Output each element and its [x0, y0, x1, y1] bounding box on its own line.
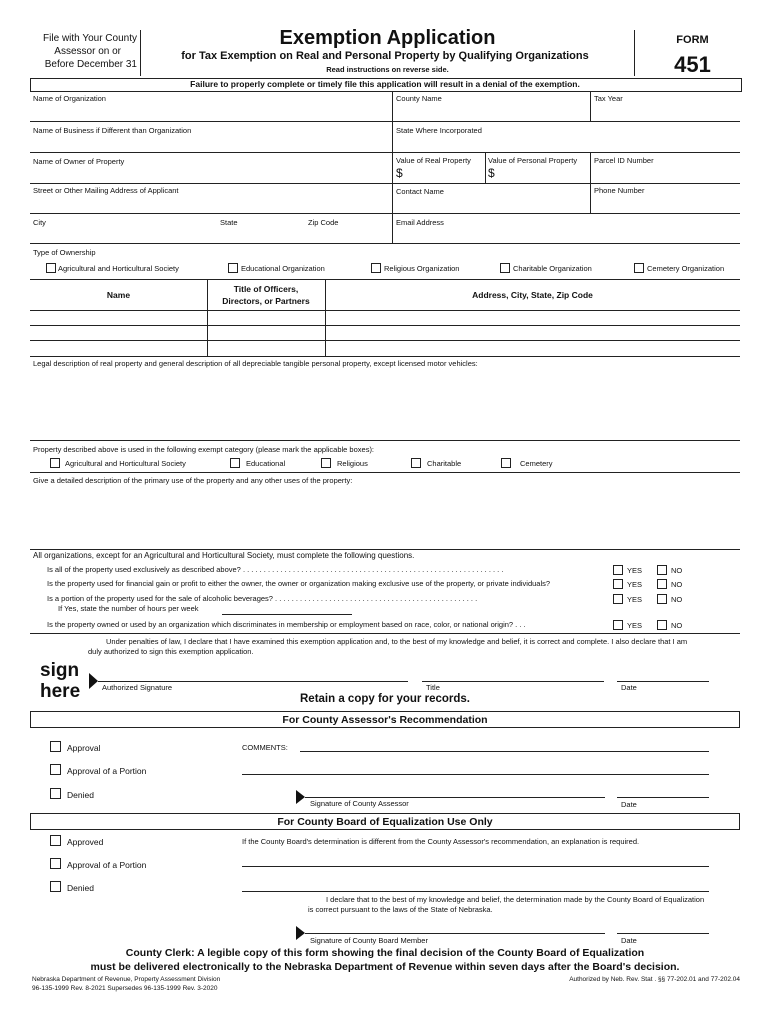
state-label: State [220, 218, 238, 227]
sign-word: sign [40, 660, 80, 681]
form-label: FORM [676, 34, 709, 46]
q3-yes-label: YES [627, 595, 643, 604]
ownership-charitable-label: Charitable Organization [513, 264, 592, 273]
grid-divider-taxyear [590, 91, 591, 121]
exempt-cemetery-checkbox[interactable] [501, 458, 511, 468]
primary-use-area[interactable] [30, 488, 740, 548]
grid-divider-value [485, 153, 486, 183]
question-3-sub: If Yes, state the number of hours per week [58, 604, 199, 613]
board-denied-checkbox[interactable] [50, 881, 61, 892]
owner-name-label: Name of Owner of Property [33, 157, 125, 166]
tax-year-label: Tax Year [594, 94, 623, 103]
assessor-portion-checkbox[interactable] [50, 764, 61, 775]
officers-row-line-1 [30, 310, 740, 311]
retain-copy: Retain a copy for your records. [300, 693, 470, 705]
footer-authority: Authorized by Neb. Rev. Stat . §§ 77-202.01 and 77-202.04 [569, 976, 740, 983]
contact-name-label: Contact Name [396, 187, 444, 196]
officers-row-line-2 [30, 325, 740, 326]
phone-label: Phone Number [594, 186, 645, 195]
authorized-signature-line[interactable] [98, 681, 408, 682]
q2-no-label: NO [671, 580, 683, 589]
board-portion-label: Approval of a Portion [67, 860, 147, 870]
exempt-charitable-label: Charitable [427, 459, 462, 468]
q2-yes-label: YES [627, 580, 643, 589]
footer-dept: Nebraska Department of Revenue, Property Assessment Division [32, 976, 221, 983]
primary-use-bottom-line [30, 549, 740, 550]
officers-row-line-3 [30, 340, 740, 341]
zip-label: Zip Code [308, 218, 339, 227]
legal-bottom-line [30, 440, 740, 441]
file-with-line-2: Assessor on or [54, 46, 121, 57]
exempt-ag-checkbox[interactable] [50, 458, 60, 468]
grid-line-2 [30, 152, 740, 153]
sign-date-label: Date [621, 683, 637, 692]
value-real-label: Value of Real Property [396, 156, 471, 165]
exempt-bottom-line [30, 472, 740, 473]
board-denied-label: Denied [67, 883, 94, 893]
hours-per-week-line[interactable] [222, 614, 352, 615]
file-with-line-3: Before December 31 [44, 59, 137, 70]
exempt-educational-checkbox[interactable] [230, 458, 240, 468]
q3-no-checkbox[interactable] [657, 594, 667, 604]
questions-bottom-line [30, 633, 740, 634]
grid-line-1 [30, 121, 740, 122]
primary-use-label: Give a detailed description of the primary use of the property and any other uses of the property: [33, 476, 353, 485]
sign-date-line[interactable] [617, 681, 709, 682]
footer-revision: 96-135-1999 Rev. 8-2021 Supersedes 96-135-1999 Rev. 3-2020 [32, 985, 218, 992]
read-instructions: Read instructions on reverse side. [326, 65, 449, 74]
q4-no-checkbox[interactable] [657, 620, 667, 630]
board-note: If the County Board's determination is different from the County Assessor's recommendation, an explanation is required. [242, 837, 640, 846]
ownership-cemetery-label: Cemetery Organization [647, 264, 725, 273]
officers-col-address: Address, City, State, Zip Code [472, 290, 593, 300]
question-4: Is the property owned or used by an organization which discriminates in membership or employment based on race, color, or national origin? . . . [47, 621, 526, 629]
sign-arrow-icon [89, 673, 98, 689]
state-incorporated-label: State Where Incorporated [396, 126, 482, 135]
ownership-religious-checkbox[interactable] [371, 263, 381, 273]
assessor-denied-label: Denied [67, 790, 94, 800]
warning-text: Failure to properly complete or timely file this application will result in a denial of the exemption. [190, 79, 580, 89]
here-word: here [40, 681, 81, 702]
grid-line-5 [30, 243, 740, 244]
assessor-approval-label: Approval [67, 743, 101, 753]
value-personal-label: Value of Personal Property [488, 156, 578, 165]
assessor-date-label: Date [621, 800, 637, 809]
grid-divider-main [392, 91, 393, 243]
q3-yes-checkbox[interactable] [613, 594, 623, 604]
q1-yes-checkbox[interactable] [613, 565, 623, 575]
board-header: For County Board of Equalization Use Only [277, 816, 493, 828]
exempt-religious-label: Religious [337, 459, 368, 468]
header-divider-right [634, 30, 635, 76]
q1-yes-label: YES [627, 566, 643, 575]
q1-no-checkbox[interactable] [657, 565, 667, 575]
form-number: 451 [674, 52, 711, 77]
q3-no-label: NO [671, 595, 683, 604]
questions-intro: All organizations, except for an Agricultural and Horticultural Society, must complete the following questions. [33, 551, 415, 560]
assessor-portion-label: Approval of a Portion [67, 766, 147, 776]
board-signature-label: Signature of County Board Member [310, 936, 428, 945]
q4-yes-label: YES [627, 621, 643, 630]
comments-label: COMMENTS: [242, 743, 288, 752]
ownership-label: Type of Ownership [33, 248, 96, 257]
org-name-label: Name of Organization [33, 94, 106, 103]
exempt-charitable-checkbox[interactable] [411, 458, 421, 468]
q2-yes-checkbox[interactable] [613, 579, 623, 589]
q1-no-label: NO [671, 566, 683, 575]
clerk-notice-line-1: County Clerk: A legible copy of this form showing the final decision of the County Board of Equalization [125, 947, 645, 959]
assessor-denied-checkbox[interactable] [50, 788, 61, 799]
question-1: Is all of the property used exclusively as described above? . . . . . . . . . . . . . . . . . . . . . . . . . . . . . . . . . . . . . . . . . . . . . . . . . . . . . . . . . . . . . . . [47, 566, 504, 574]
q2-no-checkbox[interactable] [657, 579, 667, 589]
comments-line-2[interactable] [242, 774, 709, 775]
title-line[interactable] [422, 681, 604, 682]
assessor-signature-label: Signature of County Assessor [310, 799, 409, 808]
officers-col-name: Name [106, 290, 131, 300]
form-subtitle: for Tax Exemption on Real and Personal Property by Qualifying Organizations [181, 50, 589, 62]
ownership-ag-checkbox[interactable] [46, 263, 56, 273]
board-signature-line[interactable] [305, 933, 605, 934]
assessor-sign-arrow-icon [296, 790, 305, 804]
email-label: Email Address [396, 218, 444, 227]
city-label: City [33, 218, 46, 227]
officers-col-title: Title of Officers, Directors, or Partners [222, 284, 310, 306]
title-label: Title [426, 683, 440, 692]
board-approved-checkbox[interactable] [50, 835, 61, 846]
dollar-real: $ [396, 166, 403, 180]
exempt-category-label: Property described above is used in the following exempt category (please mark the applicable boxes): [33, 445, 375, 454]
assessor-date-line[interactable] [617, 797, 709, 798]
ownership-ag-label: Agricultural and Horticultural Society [58, 264, 179, 273]
exempt-educational-label: Educational [246, 459, 286, 468]
legal-description-label: Legal description of real property and general description of all depreciable tangible personal property, except licensed motor vehicles: [33, 359, 478, 368]
form-title: Exemption Application [279, 27, 496, 49]
board-date-label: Date [621, 936, 637, 945]
ownership-cemetery-checkbox[interactable] [634, 263, 644, 273]
assessor-header: For County Assessor's Recommendation [282, 714, 488, 726]
authorized-signature-label: Authorized Signature [102, 683, 173, 692]
exempt-religious-checkbox[interactable] [321, 458, 331, 468]
comments-line-1[interactable] [300, 751, 709, 752]
board-approved-label: Approved [67, 837, 104, 847]
board-date-line[interactable] [617, 933, 709, 934]
assessor-approval-checkbox[interactable] [50, 741, 61, 752]
grid-line-4 [30, 213, 740, 214]
board-declare-text: I declare that to the best of my knowledge and belief, the determination made by the County Board of Equalization is correct pursuant to the laws of the State of Nebraska. [308, 895, 705, 914]
board-explanation-line-2[interactable] [242, 891, 709, 892]
legal-description-area[interactable] [30, 370, 740, 438]
question-3: Is a portion of the property used for the sale of alcoholic beverages? . . . . . . . . . . . . . . . . . . . . . . . . . . . . . . . . . . . . . . . . . . . . . . . . . [47, 595, 478, 603]
board-sign-arrow-icon [296, 926, 305, 940]
board-portion-checkbox[interactable] [50, 858, 61, 869]
file-with-line-1: File with Your County [43, 33, 137, 44]
exempt-cemetery-label: Cemetery [520, 459, 553, 468]
assessor-signature-line[interactable] [305, 797, 605, 798]
declaration-text: Under penalties of law, I declare that I have examined this exemption application and, to the best of my knowledge and belief, it is correct and complete. I also declare that I am duly authorized to sign this exemption application. [88, 637, 688, 656]
business-name-label: Name of Business if Different than Organization [33, 126, 192, 135]
q4-no-label: NO [671, 621, 683, 630]
ownership-educational-checkbox[interactable] [228, 263, 238, 273]
dollar-personal: $ [488, 166, 495, 180]
ownership-charitable-checkbox[interactable] [500, 263, 510, 273]
clerk-notice-line-2: must be delivered electronically to the Nebraska Department of Revenue within seven days after the Board's decision. [90, 961, 680, 973]
exempt-ag-label: Agricultural and Horticultural Society [65, 459, 186, 468]
ownership-educational-label: Educational Organization [241, 264, 325, 273]
question-2: Is the property used for financial gain or profit to either the owner, the owner or organization making exclusive use of the property, or private individuals? [47, 580, 551, 588]
parcel-id-label: Parcel ID Number [594, 156, 654, 165]
board-explanation-line-1[interactable] [242, 866, 709, 867]
q4-yes-checkbox[interactable] [613, 620, 623, 630]
street-label: Street or Other Mailing Address of Applicant [33, 186, 179, 195]
grid-line-3 [30, 183, 740, 184]
county-name-label: County Name [396, 94, 442, 103]
ownership-religious-label: Religious Organization [384, 264, 460, 273]
